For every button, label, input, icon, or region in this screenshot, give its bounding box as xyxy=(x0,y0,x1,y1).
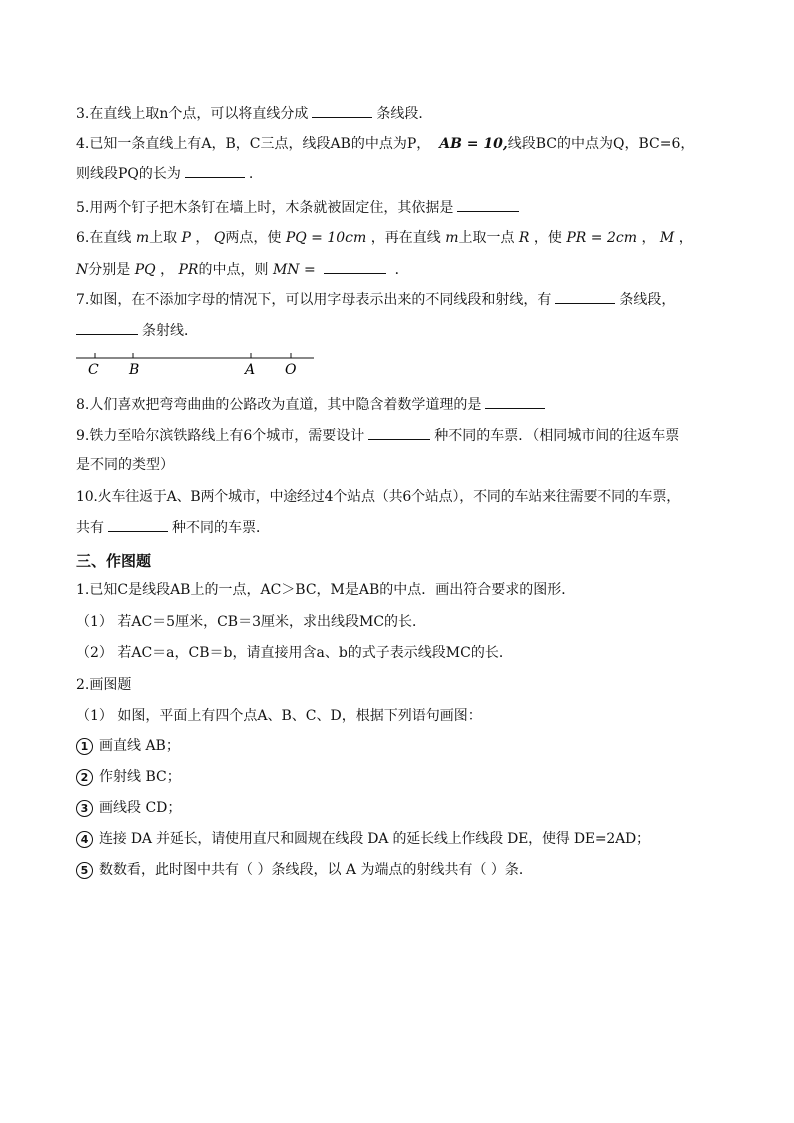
problem-2-sub-1: （1） 如图，平面上有四个点A、B、C、D，根据下列语句画图： xyxy=(76,708,482,724)
step-1: 1 画直线 AB； xyxy=(76,736,726,756)
question-10-line-2: 共有 种不同的车票． xyxy=(76,517,726,538)
answer-blank[interactable] xyxy=(76,320,138,335)
label-a: A xyxy=(245,362,256,378)
question-3: 3.在直线上取n个点，可以将直线分成 条线段． xyxy=(76,103,726,124)
label-o: O xyxy=(285,362,297,378)
question-4-line-2: 则线段PQ的长为 . xyxy=(76,163,726,184)
answer-blank[interactable] xyxy=(555,289,615,304)
circled-number: 5 xyxy=(76,862,93,879)
question-5: 5.用两个钉子把木条钉在墙上时，木条就被固定住，其依据是 xyxy=(76,197,726,218)
step-3: 3 画线段 CD； xyxy=(76,798,726,818)
problem-2-stem: 2.画图题 xyxy=(76,677,132,693)
step-2: 2 作射线 BC； xyxy=(76,767,726,787)
question-7-line-1: 7.如图，在不添加字母的情况下，可以用字母表示出来的不同线段和射线，有 条线段， xyxy=(76,289,726,310)
circled-number: 1 xyxy=(76,738,93,755)
problem-1-sub-1: （1） 若AC＝5厘米，CB＝3厘米，求出线段MC的长． xyxy=(76,614,427,630)
answer-blank[interactable] xyxy=(368,425,430,440)
question-8: 8.人们喜欢把弯弯曲曲的公路改为直道，其中隐含着数学道理的是 xyxy=(76,394,726,415)
label-b: B xyxy=(129,362,140,378)
question-7-line-2: 条射线． xyxy=(76,320,726,341)
label-c: C xyxy=(88,362,99,378)
answer-blank[interactable] xyxy=(457,197,519,212)
step-5: 5 数数看，此时图中共有（ ）条线段，以 A 为端点的射线共有（ ）条． xyxy=(76,860,726,880)
answer-blank[interactable] xyxy=(312,103,372,118)
problem-1-sub-2: （2） 若AC＝a，CB＝b，请直接用含a、b的式子表示线段MC的长． xyxy=(76,645,513,661)
question-9-line-2: 是不同的类型） xyxy=(76,457,174,473)
answer-blank[interactable] xyxy=(108,517,168,532)
question-4-line-1: 4.已知一条直线上有A，B，C三点，线段AB的中点为P， AB = 10,线段BC的中点为Q，BC=6， xyxy=(76,136,695,152)
question-6-line-2: N分别是 PQ ， PR的中点，则 MN = ． xyxy=(76,259,726,280)
circled-number: 3 xyxy=(76,800,93,817)
question-9-line-1: 9.铁力至哈尔滨铁路线上有6个城市，需要设计 种不同的车票．（相同城市间的往返车票 xyxy=(76,425,726,446)
problem-1-stem: 1.已知C是线段AB上的一点，AC＞BC，M是AB的中点．画出符合要求的图形． xyxy=(76,582,576,598)
circled-number: 4 xyxy=(76,831,93,848)
question-10-line-1: 10.火车往返于A、B两个城市，中途经过4个站点（共6个站点），不同的车站来往需要不同的车票， xyxy=(76,489,681,505)
answer-blank[interactable] xyxy=(485,394,545,409)
line-figure xyxy=(76,348,326,378)
step-4: 4 连接 DA 并延长，请使用直尺和圆规在线段 DA 的延长线上作线段 DE，使得 DE=2AD； xyxy=(76,829,726,849)
answer-blank[interactable] xyxy=(324,259,386,274)
section-title: 三、作图题 xyxy=(76,552,152,570)
answer-blank[interactable] xyxy=(185,163,245,178)
question-6-line-1: 6.在直线 m上取 P ， Q两点，使 PQ = 10cm ，再在直线 m上取一点 R ，使 PR = 2cm ， M ， xyxy=(76,230,693,246)
circled-number: 2 xyxy=(76,769,93,786)
